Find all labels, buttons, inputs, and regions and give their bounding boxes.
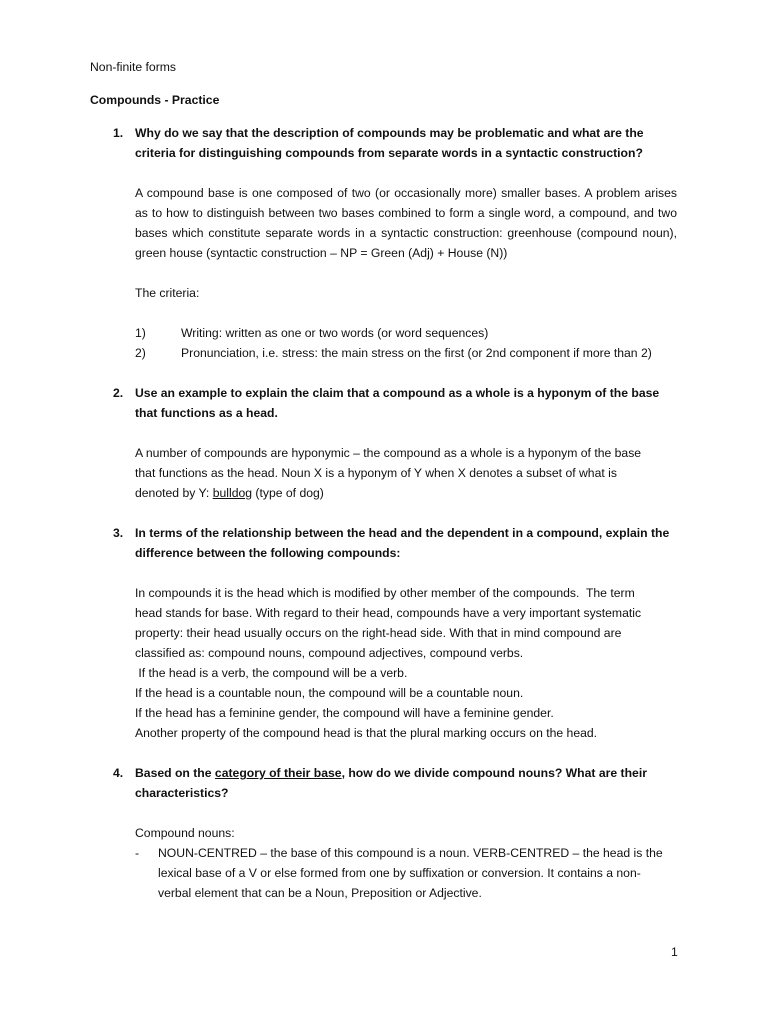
q4-question-post: , how do we divide compound nouns? What are their characteristics? — [135, 766, 647, 800]
q3-answer-line: classified as: compound nouns, compound adjectives, compound verbs. — [135, 646, 524, 660]
q3-answer-line: Another property of the compound head is that the plural marking occurs on the head. — [135, 726, 598, 740]
q4-bullet-line: NOUN-CENTRED – the base of this compound is a noun. VERB-CENTRED – the head is the — [158, 846, 663, 860]
q2-question: Use an example to explain the claim that a compound as a whole is a hyponym of the base that functions as a head. — [135, 386, 660, 420]
q1-answer: A compound base is one composed of two (or occasionally more) smaller bases. A problem arises as to how to distinguish between two bases combined to form a single word, a compound, and two bases which constitute separate words in a syntactic construction: greenhouse (compound noun), green house (syntactic construction – NP = Green (Adj) + House (N)) — [135, 186, 677, 260]
q1-question: Why do we say that the description of compounds may be problematic and what are the criteria for distinguishing compounds from separate words in a syntactic construction? — [135, 126, 644, 160]
page-number: 1 — [671, 945, 678, 959]
q4-bullet-line: verbal element that can be a Noun, Preposition or Adjective. — [158, 886, 482, 900]
q3-answer-line: In compounds it is the head which is modified by other member of the compounds. The term — [135, 586, 635, 600]
q2-answer-underlined-term: bulldog — [212, 486, 253, 500]
document-title: Non-finite forms — [90, 60, 177, 74]
q4-label: Compound nouns: — [135, 826, 235, 840]
q2-answer-line-2: that functions as the head. Noun X is a hyponym of Y when X denotes a subset of what is — [135, 466, 617, 480]
q2-number: 2. — [113, 386, 124, 400]
q2-answer-line-1: A number of compounds are hyponymic – the compound as a whole is a hyponym of the base — [135, 446, 642, 460]
q4-question — [135, 763, 655, 803]
q4-question-underlined: category of their base — [214, 766, 342, 780]
q1-criteria-num-1: 1) — [135, 326, 146, 340]
q1-criteria-text-1: Writing: written as one or two words (or word sequences) — [181, 326, 489, 340]
q3-answer-line: If the head is a verb, the compound will be a verb. — [135, 666, 408, 680]
q4-question-pre: Based on the — [135, 766, 215, 780]
q3-question: In terms of the relationship between the head and the dependent in a compound, explain the difference between the following compounds: — [135, 526, 670, 560]
q1-criteria-label: The criteria: — [135, 286, 200, 300]
q3-answer-line: property: their head usually occurs on the right-head side. With that in mind compound are — [135, 626, 622, 640]
q4-bullet-line: lexical base of a V or else formed from one by suffixation or conversion. It contains a non- — [158, 866, 641, 880]
q3-answer-line: head stands for base. With regard to their head, compounds have a very important systematic — [135, 606, 642, 620]
q2-answer-line-3 — [135, 483, 324, 503]
q1-criteria-num-2: 2) — [135, 346, 146, 360]
q4-number: 4. — [113, 766, 124, 780]
q1-criteria-text-2: Pronunciation, i.e. stress: the main stress on the first (or 2nd component if more than 2) — [181, 346, 652, 360]
q1-number: 1. — [113, 126, 124, 140]
q3-answer-line: If the head is a countable noun, the compound will be a countable noun. — [135, 686, 524, 700]
q3-answer-line: If the head has a feminine gender, the compound will have a feminine gender. — [135, 706, 554, 720]
q2-answer-line-3-pre: denoted by Y: — [135, 486, 213, 500]
q4-bullet-marker: - — [135, 846, 140, 860]
q3-number: 3. — [113, 526, 124, 540]
document-subtitle: Compounds - Practice — [90, 93, 220, 107]
q2-answer-line-3-post: (type of dog) — [252, 486, 324, 500]
